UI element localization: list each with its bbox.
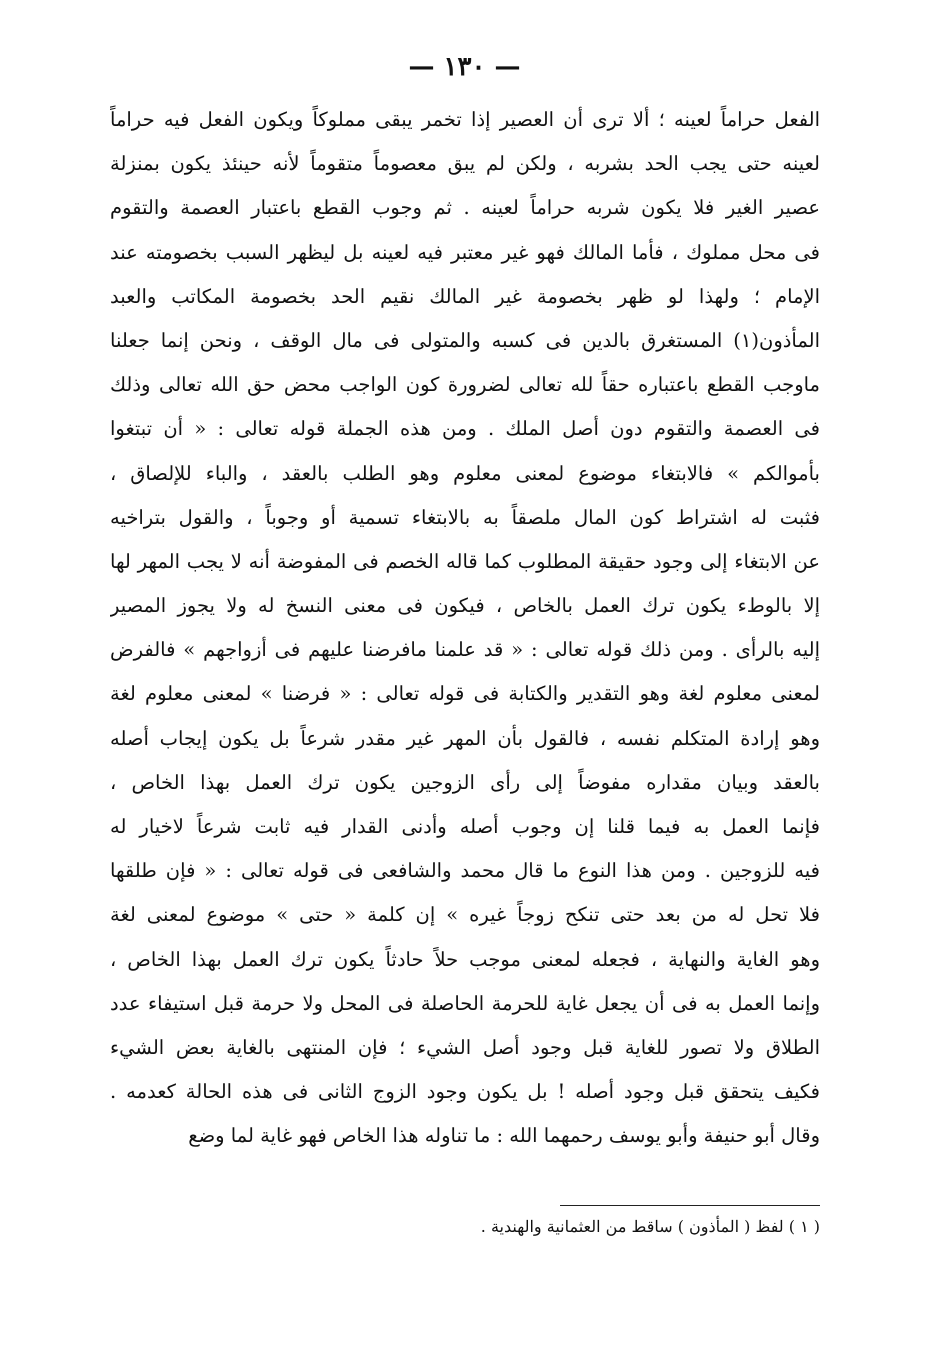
main-text <box>110 98 820 1159</box>
text-line: فى محل مملوك ، فأما المالك فهو غير معتبر فيه لعينه بل ليظهر السبب بخصومته عند <box>110 240 820 264</box>
text-line: لمعنى معلوم لغة وهو التقدير والكتابة فى قوله تعالى : « فرضنا » لمعنى معلوم لغة <box>110 682 820 706</box>
text-line: الإمام ؛ ولهذا لو ظهر بخصومة غير المالك نقيم الحد بخصومة المكاتب والعبد <box>110 284 820 308</box>
text-line: فى العصمة والتقوم دون أصل الملك . ومن هذه الجملة قوله تعالى : « أن تبتغوا <box>110 417 820 441</box>
text-line: بأموالكم » فالابتغاء موضوع لمعنى معلوم وهو الطلب بالعقد ، والباء للإلصاق ، <box>110 461 820 485</box>
text-line: الطلاق ولا تصور للغاية قبل وجود أصل الشيء ؛ فإن المنتهى بالغاية بعض الشيء <box>110 1035 820 1059</box>
text-line: إليه بالرأى . ومن ذلك قوله تعالى : « قد علمنا مافرضنا عليهم فى أزواجهم » فالفرض <box>110 638 820 662</box>
text-line: فثبت له اشتراط كون المال ملصقاً به بالابتغاء تسمية أو وجوباً ، والقول بتراخيه <box>110 505 820 529</box>
footnote: ( ١ ) لفظ ( المأذون ) ساقط من العثمانية والهندية . <box>480 1217 820 1236</box>
text-line: المأذون(١) المستغرق بالدين فى كسبه والمتولى فى مال الوقف ، ونحن إنما جعلنا <box>110 328 820 352</box>
text-line: لعينه حتى يجب الحد بشربه ، ولكن لم يبق معصوماً متقوماً لأنه حينئذ يكون بمنزلة <box>110 152 820 176</box>
text-line: بالعقد وبيان مقداره مفوضاً إلى رأى الزوجين يكون ترك العمل بهذا الخاص ، <box>110 770 820 794</box>
text-line: فإنما العمل به فيما قلنا إن وجوب أصله وأدنى القدار فيه ثابت شرعاً لاخيار له <box>110 815 820 838</box>
text-line: وقال أبو حنيفة وأبو يوسف رحمهما الله : ما تناوله هذا الخاص فهو غاية لما وضع <box>188 1124 820 1148</box>
text-line: وهو الغاية والنهاية ، فجعله لمعنى موجب حلاً حادثاً يكون ترك العمل بهذا الخاص ، <box>110 947 820 971</box>
text-line: وإنما العمل به فى أن يجعل غاية للحرمة الحاصلة فى المحل ولا حرمة قبل استيفاء عدد <box>110 991 820 1015</box>
text-line: فلا تحل له من بعد حتى تنكح زوجاً غيره » إن كلمة « حتى » موضوع لمعنى لغة <box>110 903 820 927</box>
text-line: عن الابتغاء إلى وجود حقيقة المطلوب كما قاله الخصم فى المفوضة أنه لا يجب المهر لها <box>110 549 820 573</box>
text-line: فيه للزوجين . ومن هذا النوع ما قال محمد والشافعى فى قوله تعالى : « فإن طلقها <box>110 859 820 883</box>
text-line: ماوجب القطع باعتباره حقاً لله تعالى لضرورة كون الواجب محض حق الله تعالى وذلك <box>110 373 820 397</box>
page-number: — ١٣٠ — <box>408 52 521 82</box>
text-line: عصير الغير فلا يكون شربه حراماً لعينه . ثم وجوب القطع باعتبار العصمة والتقوم <box>110 196 820 220</box>
text-line: الفعل حراماً لعينه ؛ ألا ترى أن العصير إذا تخمر يبقى مملوكاً ويكون الفعل فيه حراماً <box>110 108 820 131</box>
text-line: إلا بالوطء يكون ترك العمل بالخاص ، فيكون فى معنى النسخ له ولا يجوز المصير <box>110 594 820 618</box>
footnote-divider <box>560 1205 820 1206</box>
text-line: فكيف يتحقق قبل وجود أصله ! بل يكون وجود الزوج الثانى فى هذه الحالة كعدمه . <box>110 1080 820 1104</box>
text-line: وهو إرادة المتكلم نفسه ، فالقول بأن المهر غير مقدر شرعاً بل يكون إيجاب أصله <box>110 726 820 750</box>
